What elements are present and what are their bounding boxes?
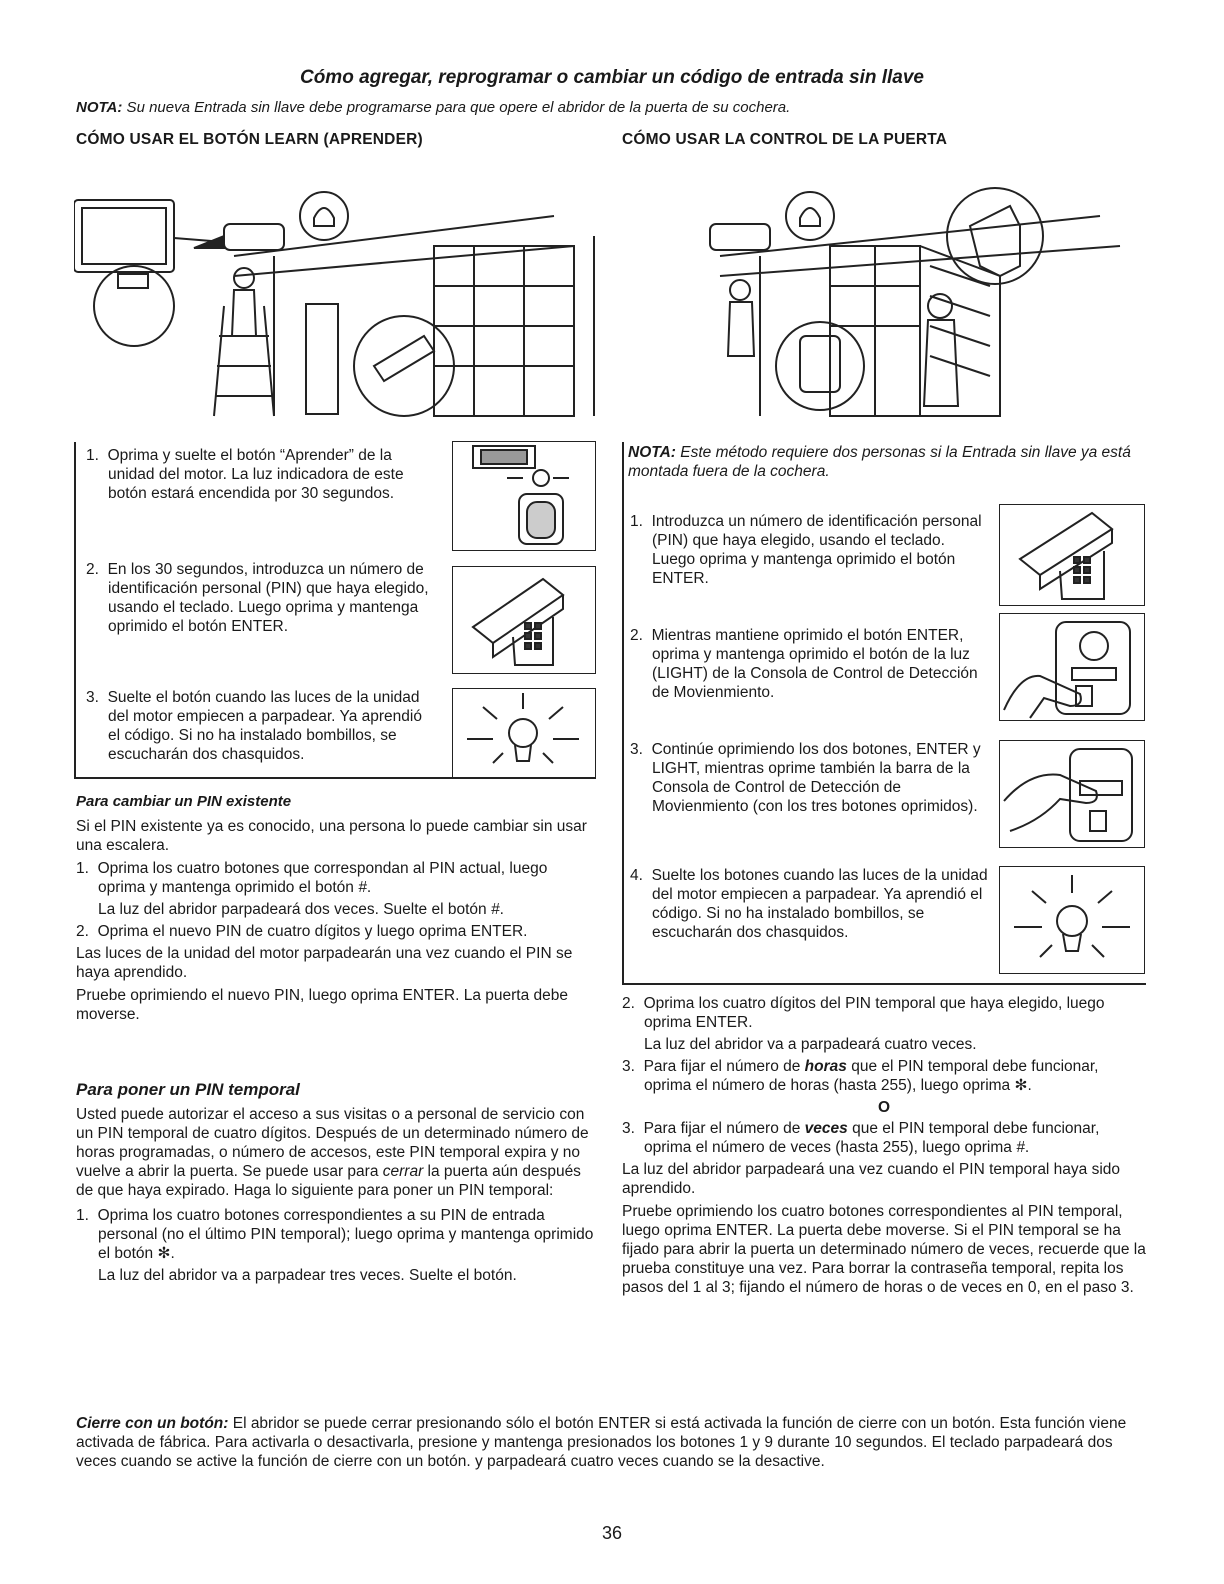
door-control-step-1: 1. Introduzca un número de identificación personal (PIN) que haya elegido, usando el teclado. Luego oprima y mantenga oprimido el botón ENTER. <box>630 513 982 587</box>
keypad-figure-door-control <box>999 504 1145 606</box>
temp-pin-heading: Para poner un PIN temporal <box>76 1080 300 1099</box>
page-title: Cómo agregar, reprogramar o cambiar un código de entrada sin llave <box>299 67 924 88</box>
one-button-close-note <box>76 1414 1148 1471</box>
light-bulb-figure-learn <box>452 688 596 778</box>
page-number: 36 <box>601 1523 623 1543</box>
console-bar-press-figure <box>999 740 1145 848</box>
door-control-step-3: 3. Continúe oprimiendo los dos botones, ENTER y LIGHT, mientras oprime también la barra de la Consola de Control de Detección de Movienmiento (con los tres botones oprimidos). <box>630 741 981 815</box>
right-note: NOTA: Este método requiere dos personas si la Entrada sin llave ya está montada fuera de la cochera. <box>628 444 1131 480</box>
top-note-text: Su nueva Entrada sin llave debe programarse para que opere el abridor de la puerta de su cochera. <box>122 99 791 116</box>
temp-pin-learned-paragraph: La luz del abridor parpadeará una vez cuando el PIN temporal haya sido aprendido. <box>622 1161 1121 1197</box>
top-note <box>76 98 790 117</box>
change-pin-intro: Si el PIN existente ya es conocido, una persona lo puede cambiar sin usar una escalera. <box>76 818 587 854</box>
or-separator: O <box>877 1099 891 1116</box>
learn-step-3: 3. Suelte el botón cuando las luces de la unidad del motor empiecen a parpadear. Ya aprendió el código. Si no ha instalado bombillos, se escucharán dos chasquidos. <box>86 689 422 763</box>
change-pin-item-1-note: La luz del abridor parpadeará dos veces. Suelte el botón #. <box>98 901 504 918</box>
temp-pin-step-3-hours: 3. Para fijar el número de horas que el PIN temporal debe funcionar, oprima el número de horas (hasta 255), luego oprima ✻. <box>622 1058 1099 1094</box>
keypad-figure-learn <box>452 566 596 674</box>
learn-step-1: 1. Oprima y suelte el botón “Aprender” de la unidad del motor. La luz indicadora de este botón estará encendida por 30 segundos. <box>86 447 404 502</box>
door-control-step-2: 2. Mientras mantiene oprimido el botón ENTER, oprima y mantenga oprimido el botón de la luz (LIGHT) de la Consola de Control de Detección de Movienmiento. <box>630 627 978 701</box>
temp-pin-continued <box>622 994 1146 1301</box>
one-button-close-text: El abridor se puede cerrar presionando sólo el botón ENTER si está activada la función de cierre con un botón. Esta función viene activada de fábrica. Para activarla o desactivarla, presione y mantenga presionados los botones 1 y 9 durante 10 segundos. El teclado parpadeará dos veces cuando se active la función de cierre con un botón. y parpadeará cuatro veces cuando se la desactive. <box>76 1415 1127 1470</box>
left-section-heading: CÓMO USAR EL BOTÓN LEARN (APRENDER) <box>76 131 423 148</box>
top-note-label: NOTA: <box>76 99 123 116</box>
temp-pin-intro: Usted puede autorizar el acceso a sus visitas o a personal de servicio con un PIN temporal de cuatro dígitos. Después de un determinado número de horas programadas, o número de accesos, este PIN temporal expira y no vuelve a abrir la puerta. Se puede usar para cerrar la puerta aún después de que haya expirado. Haga lo siguiente para poner un PIN temporal: <box>76 1106 589 1199</box>
change-pin-item-2: 2. Oprima el nuevo PIN de cuatro dígitos y luego oprima ENTER. <box>76 923 528 940</box>
light-bulb-figure-door-control <box>999 866 1145 974</box>
temp-pin-step-3-times: 3. Para fijar el número de veces que el PIN temporal debe funcionar, oprima el número de veces (hasta 255), luego oprima #. <box>622 1120 1100 1156</box>
right-section-heading: CÓMO USAR LA CONTROL DE LA PUERTA <box>622 131 948 148</box>
change-pin-section <box>76 792 596 1028</box>
change-pin-heading: Para cambiar un PIN existente <box>76 793 292 810</box>
change-pin-paragraph-2: Pruebe oprimiendo el nuevo PIN, luego oprima ENTER. La puerta debe moverse. <box>76 987 568 1023</box>
temp-pin-section <box>76 1080 596 1288</box>
console-light-button-figure <box>999 613 1145 721</box>
one-button-close-label: Cierre con un botón: <box>76 1415 229 1432</box>
temp-pin-item-1: 1. Oprima los cuatro botones correspondientes a su PIN de entrada personal (no el último PIN temporal); luego oprima y mantenga oprimido el botón ✻. <box>76 1207 594 1262</box>
garage-illustration-door-control <box>700 186 1150 426</box>
temp-pin-test-paragraph: Pruebe oprimiendo los cuatro botones correspondientes al PIN temporal, luego oprima ENTER. La puerta debe moverse. Si el PIN temporal se ha fijado para abrir la puerta un determinado número de veces, recuerde que la prueba constituye una vez. Para borrar la contraseña temporal, repita los pasos del 1 al 3; fijando el número de horas o de veces en 0, en el paso 3. <box>622 1203 1146 1296</box>
change-pin-paragraph-1: Las luces de la unidad del motor parpadearán una vez cuando el PIN se haya aprendido. <box>76 945 573 981</box>
temp-pin-step-2: 2. Oprima los cuatro dígitos del PIN temporal que haya elegido, luego oprima ENTER. <box>622 995 1105 1031</box>
door-control-step-4: 4. Suelte los botones cuando las luces de la unidad del motor empiecen a parpadear. Ya aprendió el código. Si no ha instalado bombillos, se escucharán dos chasquidos. <box>630 867 988 941</box>
temp-pin-item-1-note: La luz del abridor va a parpadear tres veces. Suelte el botón. <box>98 1267 517 1284</box>
learn-step-2: 2. En los 30 segundos, introduzca un número de identificación personal (PIN) que haya elegido, usando el teclado. Luego oprima y mantenga oprimido el botón ENTER. <box>86 561 429 635</box>
learn-button-figure <box>452 441 596 551</box>
temp-pin-step-2-note: La luz del abridor va a parpadeará cuatro veces. <box>644 1036 977 1053</box>
change-pin-item-1: 1. Oprima los cuatro botones que correspondan al PIN actual, luego oprima y mantenga oprimido el botón #. <box>76 860 548 896</box>
garage-illustration-learn-button <box>74 186 604 426</box>
